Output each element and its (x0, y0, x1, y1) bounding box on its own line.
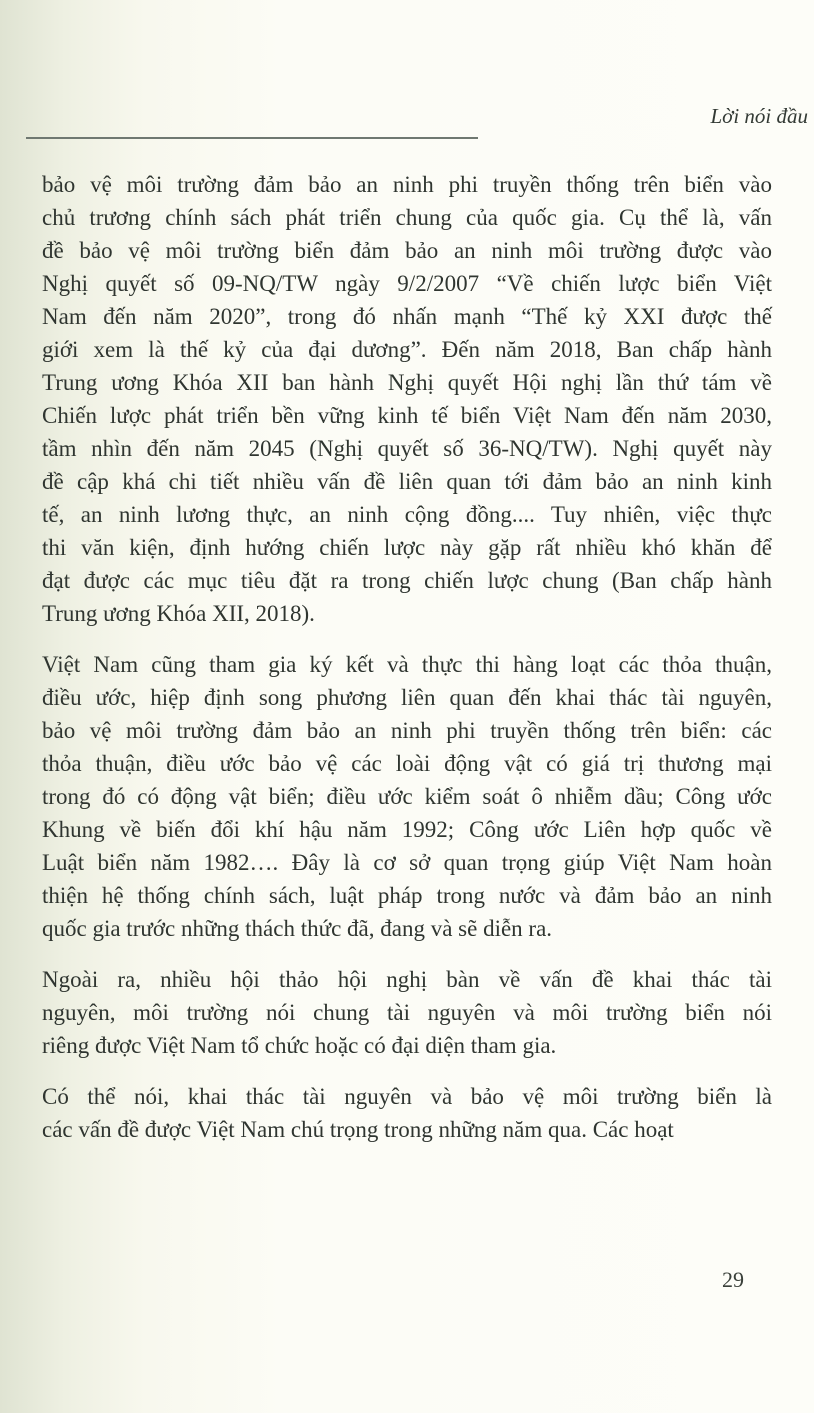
text-line: Việt Nam cũng tham gia ký kết và thực thi hàng loạt các thỏa thuận, (42, 652, 772, 677)
paragraph (42, 963, 772, 1062)
paragraph-gap (42, 630, 772, 648)
text-line: giới xem là thế kỷ của đại dương”. Đến năm 2018, Ban chấp hành (42, 337, 772, 362)
text-line: Có thể nói, khai thác tài nguyên và bảo vệ môi trường biển là (42, 1084, 772, 1109)
body-text (42, 168, 772, 1146)
paragraph (42, 168, 772, 630)
text-line: trong đó có động vật biển; điều ước kiểm soát ô nhiễm dầu; Công ước (42, 784, 772, 809)
text-line: chủ trương chính sách phát triển chung của quốc gia. Cụ thể là, vấn (42, 205, 772, 230)
text-line: riêng được Việt Nam tổ chức hoặc có đại diện tham gia. (42, 1033, 557, 1058)
text-line: Nam đến năm 2020”, trong đó nhấn mạnh “Thế kỷ XXI được thế (42, 304, 772, 329)
text-line: đề cập khá chi tiết nhiều vấn đề liên quan tới đảm bảo an ninh kinh (42, 469, 772, 494)
text-line: thiện hệ thống chính sách, luật pháp trong nước và đảm bảo an ninh (42, 883, 772, 908)
paragraph-gap (42, 945, 772, 963)
page-number: 29 (722, 1267, 744, 1292)
text-line: Ngoài ra, nhiều hội thảo hội nghị bàn về vấn đề khai thác tài (42, 967, 772, 992)
text-line: nguyên, môi trường nói chung tài nguyên và môi trường biển nói (42, 1000, 772, 1025)
text-line: đề bảo vệ môi trường biển đảm bảo an ninh môi trường được vào (42, 238, 772, 263)
text-line: Chiến lược phát triển bền vững kinh tế biển Việt Nam đến năm 2030, (42, 403, 772, 428)
text-line: điều ước, hiệp định song phương liên quan đến khai thác tài nguyên, (42, 685, 772, 710)
running-header-title: Lời nói đầu (710, 104, 808, 128)
text-line: Trung ương Khóa XII, 2018). (42, 601, 315, 626)
text-line: thỏa thuận, điều ước bảo vệ các loài động vật có giá trị thương mại (42, 751, 772, 776)
text-line: Luật biển năm 1982…. Đây là cơ sở quan trọng giúp Việt Nam hoàn (42, 850, 772, 875)
running-header (26, 96, 808, 136)
text-line: tầm nhìn đến năm 2045 (Nghị quyết số 36-NQ/TW). Nghị quyết này (42, 436, 772, 461)
paragraph (42, 1080, 772, 1146)
text-line: bảo vệ môi trường đảm bảo an ninh phi truyền thống trên biển vào (42, 172, 772, 197)
text-line: quốc gia trước những thách thức đã, đang và sẽ diễn ra. (42, 916, 553, 941)
text-line: Nghị quyết số 09-NQ/TW ngày 9/2/2007 “Về chiến lược biển Việt (42, 271, 772, 296)
paragraph (42, 648, 772, 945)
text-line: tế, an ninh lương thực, an ninh cộng đồng.... Tuy nhiên, việc thực (42, 502, 772, 527)
text-line: bảo vệ môi trường đảm bảo an ninh phi truyền thống trên biển: các (42, 718, 772, 743)
paragraph-gap (42, 1062, 772, 1080)
text-line: đạt được các mục tiêu đặt ra trong chiến lược chung (Ban chấp hành (42, 568, 772, 593)
text-line: Trung ương Khóa XII ban hành Nghị quyết Hội nghị lần thứ tám về (42, 370, 772, 395)
header-rule-line (26, 137, 478, 139)
text-line: các vấn đề được Việt Nam chú trọng trong những năm qua. Các hoạt (42, 1117, 674, 1142)
text-line: Khung về biến đổi khí hậu năm 1992; Công ước Liên hợp quốc về (42, 817, 772, 842)
text-line: thi văn kiện, định hướng chiến lược này gặp rất nhiều khó khăn để (42, 535, 772, 560)
